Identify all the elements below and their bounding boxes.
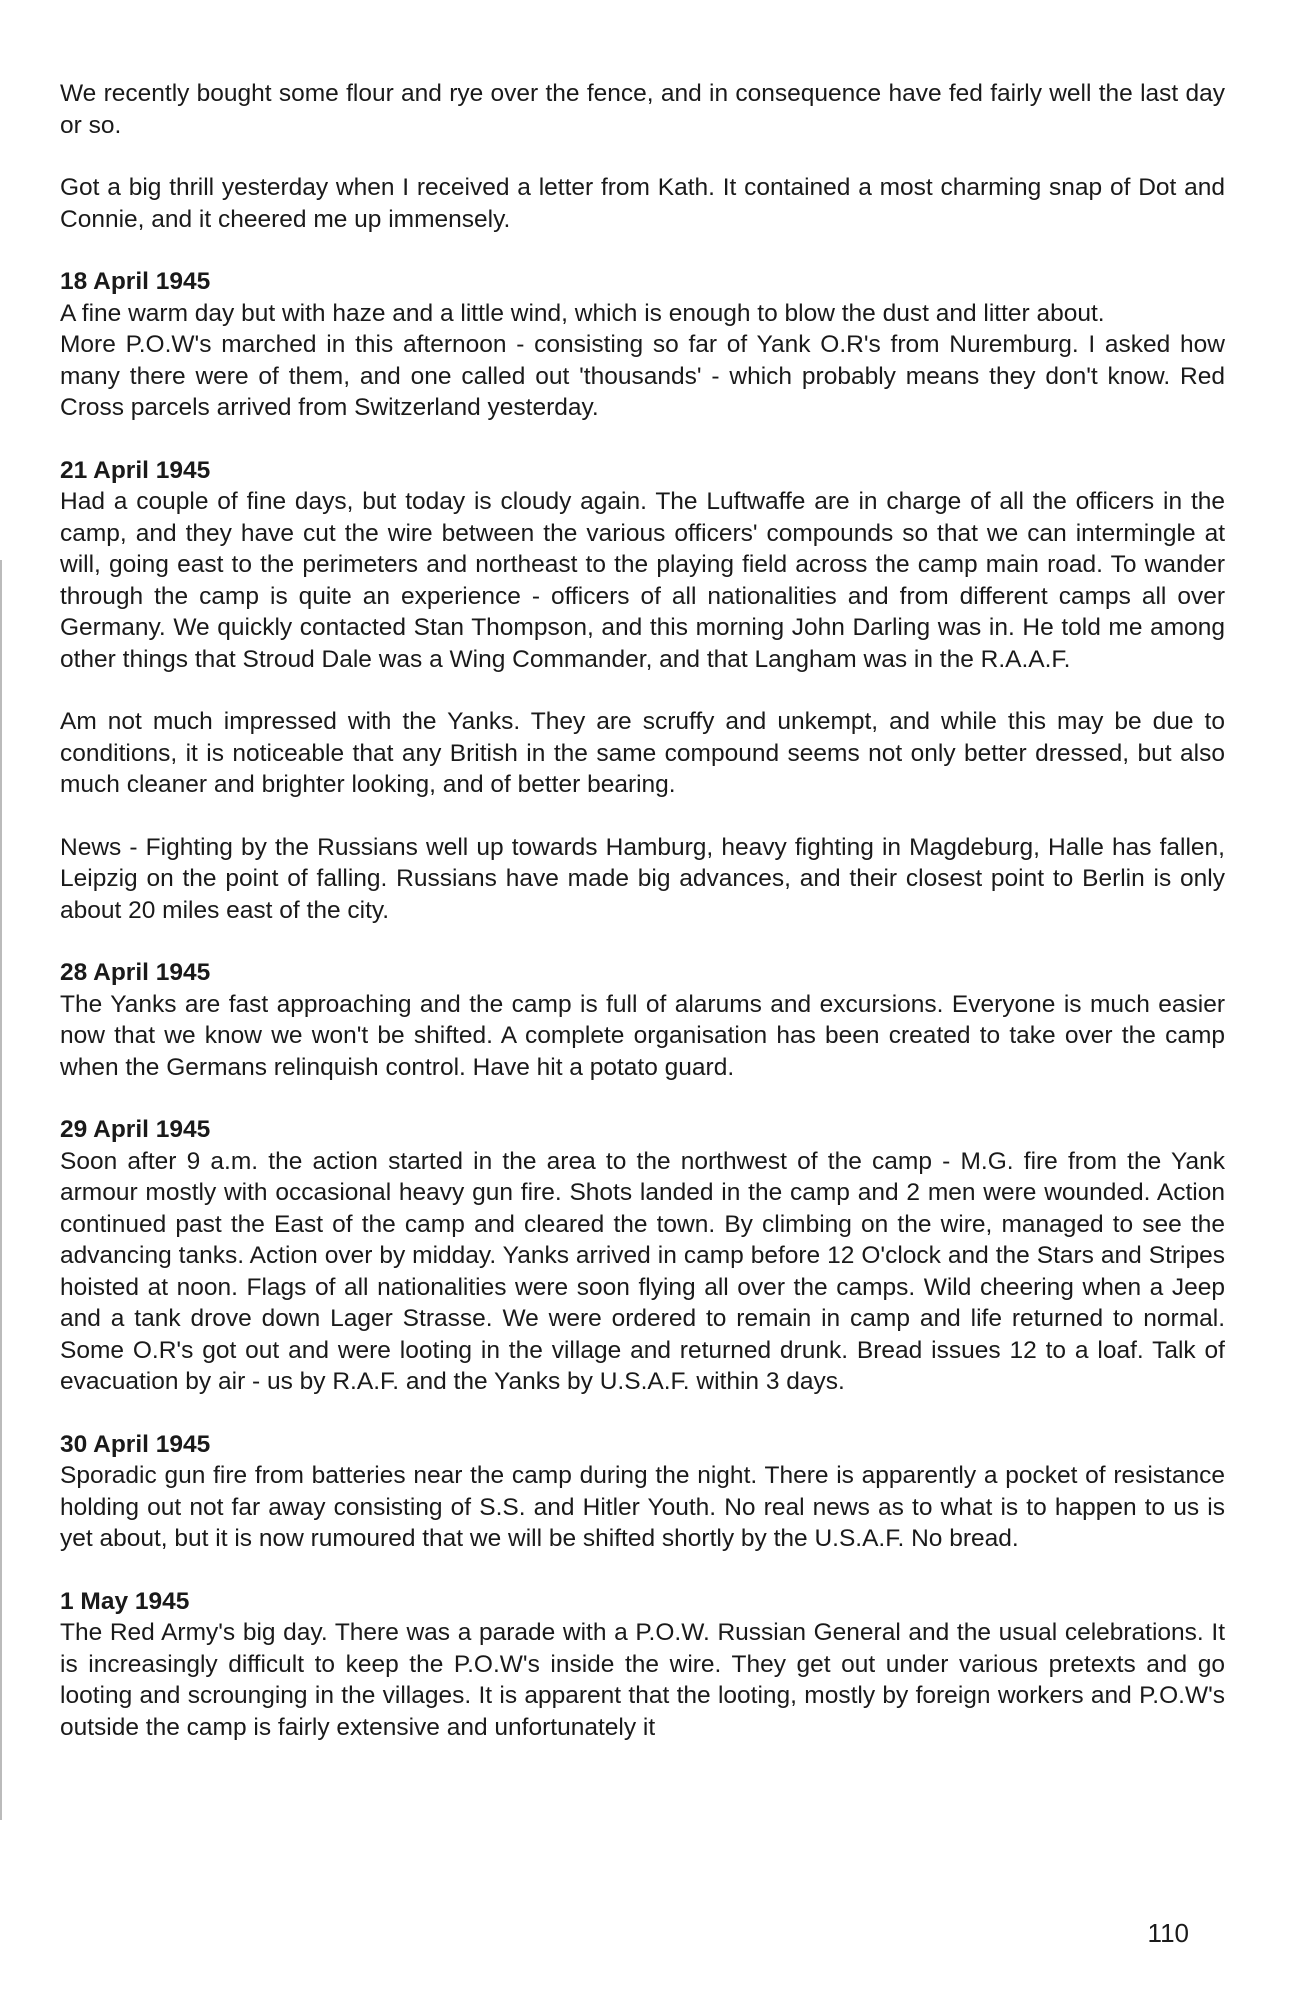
entry-paragraph: The Yanks are fast approaching and the camp is full of alarums and excursions. Everyone is much easier now that we know we won't be shifted. A complete organisation has been created to take over the camp when the Germans relinquish control. Have hit a potato guard. [60,990,1225,1081]
entry-date: 18 April 1945 [60,268,211,295]
diary-entry-1-may [60,1586,1225,1744]
entry-paragraph: More P.O.W's marched in this afternoon - consisting so far of Yank O.R's from Nuremburg. I asked how many there were of them, and one called out 'thousands' - which probably means they don't know. Red Cross parcels arrived from Switzerland yesterday. [60,331,1225,421]
page-edge-shadow [0,560,2,1820]
page-number: 110 [1147,1918,1189,1948]
entry-paragraph: Had a couple of fine days, but today is cloudy again. The Luftwaffe are in charge of all the officers in the camp, and they have cut the wire between the various officers' compounds so that we can intermingle at will, going east to the perimeters and northeast to the playing field across the camp main road. To wander through the camp is quite an experience - officers of all nationalities and from different camps all over Germany. We quickly contacted Stan Thompson, and this morning John Darling was in. He told me among other things that Stroud Dale was a Wing Commander, and that Langham was in the R.A.A.F. [60,488,1225,673]
diary-page [60,78,1225,1774]
diary-entry-18-april [60,266,1225,424]
entry-date: 1 May 1945 [60,1587,190,1615]
diary-entry-21-april [60,455,1225,927]
entry-paragraph: Soon after 9 a.m. the action started in the area to the northwest of the camp - M.G. fire from the Yank armour mostly with occasional heavy gun fire. Shots landed in the camp and 2 men were wounded. Action continued past the East of the camp and cleared the town. By climbing on the wire, managed to see the advancing tanks. Action over by midday. Yanks arrived in camp before 12 O'clock and the Stars and Stripes hoisted at noon. Flags of all nationalities were soon flying all over the camps. Wild cheering when a Jeep and a tank drove down Lager Strasse. We were ordered to remain in camp and life returned to normal. Some O.R's got out and were looting in the village and returned drunk. Bread issues 12 to a loaf. Talk of evacuation by air - us by R.A.F. and the Yanks by U.S.A.F. within 3 days. [60,1147,1225,1395]
entry-date: 21 April 1945 [60,456,211,484]
entry-date: 28 April 1945 [60,959,211,986]
diary-entry-28-april [60,957,1225,1083]
entry-paragraph: A fine warm day but with haze and a little wind, which is enough to blow the dust and litter about. [60,299,1105,327]
entry-date: 29 April 1945 [60,1116,211,1143]
opening-paragraph-1: We recently bought some flour and rye over the fence, and in consequence have fed fairly well the last day or so. [60,80,1225,139]
entry-paragraph: Am not much impressed with the Yanks. They are scruffy and unkempt, and while this may be due to conditions, it is noticeable that any British in the same compound seems not only better dressed, but also much cleaner and brighter looking, and of better bearing. [60,708,1225,798]
entry-paragraph: The Red Army's big day. There was a parade with a P.O.W. Russian General and the usual celebrations. It is increasingly difficult to keep the P.O.W's inside the wire. They get out under various pretexts and go looting and scrounging in the villages. It is apparent that the looting, mostly by foreign workers and P.O.W's outside the camp is fairly extensive and unfortunately it [60,1619,1225,1741]
entry-paragraph: News - Fighting by the Russians well up towards Hamburg, heavy fighting in Magdeburg, Halle has fallen, Leipzig on the point of falling. Russians have made big advances, and their closest point to Berlin is only about 20 miles east of the city. [60,833,1225,924]
entry-paragraph: Sporadic gun fire from batteries near the camp during the night. There is apparently a pocket of resistance holding out not far away consisting of S.S. and Hitler Youth. No real news as to what is to happen to us is yet about, but it is now rumoured that we will be shifted shortly by the U.S.A.F. No bread. [60,1462,1225,1552]
entry-date: 30 April 1945 [60,1430,211,1458]
opening-paragraph-2: Got a big thrill yesterday when I received a letter from Kath. It contained a most charming snap of Dot and Connie, and it cheered me up immensely. [60,174,1225,233]
diary-entry-29-april [60,1114,1225,1398]
diary-entry-30-april [60,1429,1225,1555]
